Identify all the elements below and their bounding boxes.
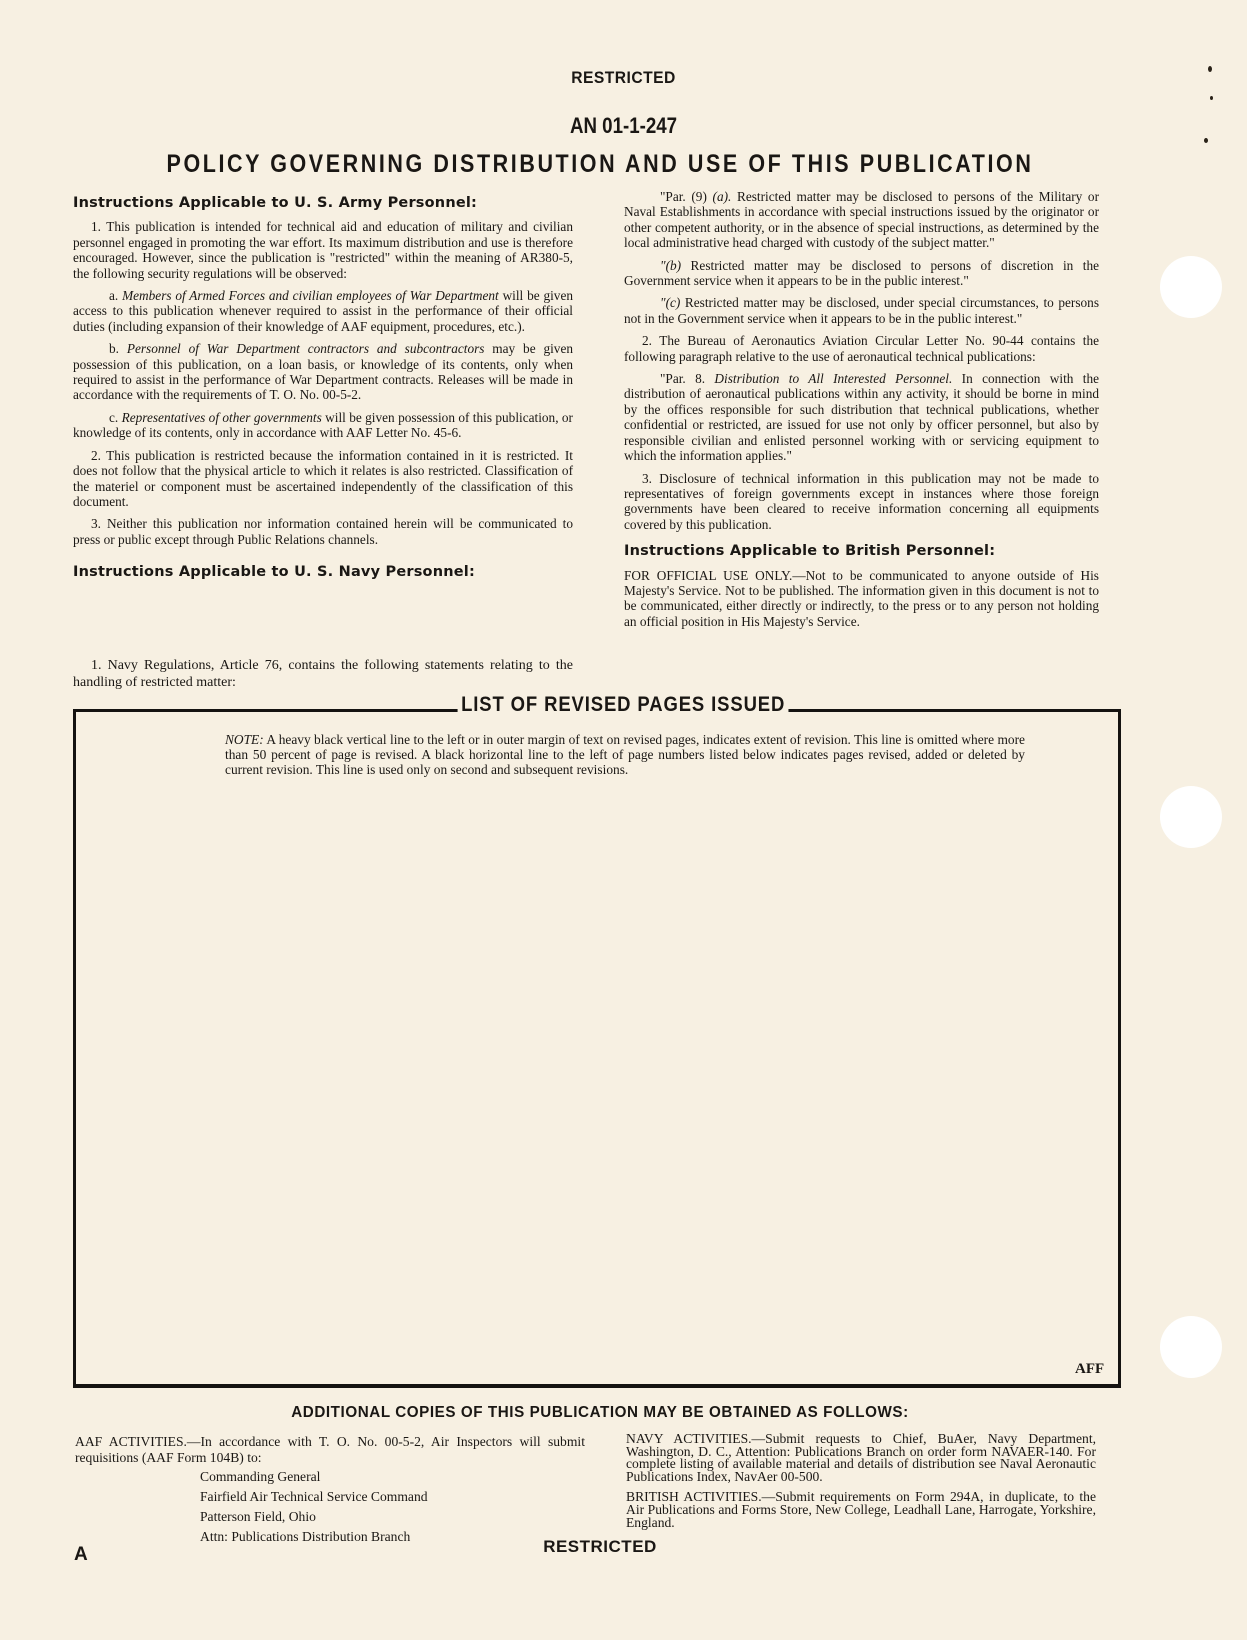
army-paragraph-a: a. Members of Armed Forces and civilian employees of War Department will be given access to this publication whenever required to assist in the performance of their official duties (including expansion of their knowledge of AAF equipment, procedures, etc.). — [73, 288, 573, 334]
navy-par-9c: "(c) Restricted matter may be disclosed, under special circumstances, to persons not in the Government service when it appears to be in the public interest." — [624, 295, 1099, 326]
address-line: Patterson Field, Ohio — [200, 1509, 316, 1525]
aaf-activities — [75, 1434, 585, 1547]
navy-paragraph-1: 1. Navy Regulations, Article 76, contains the following statements relating to the handling of restricted matter: — [73, 658, 573, 690]
address-line: Attn: Publications Distribution Branch — [200, 1529, 411, 1545]
navy-british-activities — [626, 1433, 1096, 1537]
document-number: AN 01-1-247 — [569, 113, 678, 138]
punch-hole — [1160, 786, 1222, 848]
aaf-address — [200, 1467, 585, 1547]
navy-activities: NAVY ACTIVITIES.—Submit requests to Chief, BuAer, Navy Department, Washington, D. C., Attention: Publications Branch on order form NAVAER-140. For complete listing of available material and details of distribution see Naval Aeronautic Publications Index, NavAer 00-500. — [626, 1431, 1096, 1484]
additional-copies-title: ADDITIONAL COPIES OF THIS PUBLICATION MAY BE OBTAINED AS FOLLOWS: — [291, 1404, 909, 1421]
navy-paragraph-3: 3. Disclosure of technical information in this publication may not be made to representatives of foreign governments except in instances where those foreign governments have been cleared to receive information concerning all equipments covered by this publication. — [624, 470, 1099, 532]
revised-pages-title: LIST OF REVISED PAGES ISSUED — [0, 693, 1247, 717]
paper-speck — [1208, 66, 1212, 72]
paper-speck — [1204, 138, 1208, 143]
navy-heading: Instructions Applicable to U. S. Navy Personnel: — [73, 564, 475, 581]
page-letter: A — [74, 1544, 88, 1565]
british-activities: BRITISH ACTIVITIES.—Submit requirements on Form 294A, in duplicate, to the Air Publications and Forms Store, New College, Leadhall Lane, Harrogate, Yorkshire, England. — [626, 1489, 1096, 1530]
navy-par-8: "Par. 8. Distribution to All Interested Personnel. In connection with the distribution of aeronautical publications within any activity, it should be borne in mind by the offices responsible for such distribution that technical publications, whether confidential or restricted, are issued for use not only by officer personnel, but also by responsible civilian and enlisted personnel working with or servicing equipment to which the information applies." — [624, 371, 1099, 464]
aaf-activities-text: AAF ACTIVITIES.—In accordance with T. O. No. 00-5-2, Air Inspectors will submit requisitions (AAF Form 104B) to: — [75, 1434, 585, 1465]
army-heading: Instructions Applicable to U. S. Army Personnel: — [73, 195, 478, 211]
army-instructions-section — [73, 196, 573, 589]
british-paragraph: FOR OFFICIAL USE ONLY.—Not to be communicated to anyone outside of His Majesty's Service. Not to be published. The information given in this document is not to be communicated, either directly or indirectly, to the press or to any person not holding an official position in His Majesty's Service. — [624, 567, 1099, 629]
army-paragraph-c: c. Representatives of other governments will be given possession of this publication, or knowledge of its contents, only in accordance with AAF Letter No. 45-6. — [73, 409, 573, 441]
paper-speck — [1210, 96, 1213, 100]
navy-instructions-continued — [624, 189, 1099, 636]
punch-hole — [1160, 1316, 1222, 1378]
army-paragraph-b: b. Personnel of War Department contractors and subcontractors may be given possession of this publication, on a loan basis, or knowledge of its contents, only when required to assist in the performance of War Department contracts. Releases will be made in accordance with the requirements of T. O. No. 00-5-2. — [73, 341, 573, 403]
navy-paragraph-2: 2. The Bureau of Aeronautics Aviation Circular Letter No. 90-44 contains the following paragraph relative to the use of aeronautical technical publications: — [624, 333, 1099, 364]
classification-footer: RESTRICTED — [543, 1537, 657, 1556]
navy-par-9b: "(b) Restricted matter may be disclosed to persons of discretion in the Government service when it appears to be in the public interest." — [624, 257, 1099, 289]
address-line: Fairfield Air Technical Service Command — [200, 1489, 428, 1505]
revised-pages-box — [73, 709, 1121, 1388]
army-paragraph-3: 3. Neither this publication nor information contained herein will be communicated to press or public except through Public Relations channels. — [73, 516, 573, 547]
british-heading: Instructions Applicable to British Personnel: — [624, 543, 996, 560]
army-paragraph-1: 1. This publication is intended for technical aid and education of military and civilian personnel engaged in promoting the war effort. Its maximum distribution and use is therefore encouraged. However, since the publication is "restricted" within the meaning of AR380-5, the following security regulations will be observed: — [73, 219, 573, 281]
revised-pages-note: NOTE: A heavy black vertical line to the left or in outer margin of text on revised pages, indicates extent of revision. This line is omitted where more than 50 percent of page is revised. A black horizontal line to the left of page numbers listed below indicates pages revised, added or deleted by current revision. This line is used only on second and subsequent revisions. — [225, 732, 1025, 777]
classification-header: RESTRICTED — [571, 68, 676, 87]
page-title: POLICY GOVERNING DISTRIBUTION AND USE OF THIS PUBLICATION — [166, 150, 1034, 178]
punch-hole — [1160, 256, 1222, 318]
army-paragraph-2: 2. This publication is restricted because the information contained in it is restricted. It does not follow that the physical article to which it relates is also restricted. Classification of the materiel or component must be ascertained independently of the classification of this document. — [73, 447, 573, 509]
address-line: Commanding General — [200, 1469, 321, 1485]
navy-par-9a: "Par. (9) (a). Restricted matter may be disclosed to persons of the Military or Naval Establishments in accordance with special instructions issued by the originator or other competent authority, or in the absence of special instructions, as determined by the local administrative head charged with custody of the subject matter." — [624, 189, 1100, 251]
revision-code: AFF — [1075, 1361, 1105, 1377]
